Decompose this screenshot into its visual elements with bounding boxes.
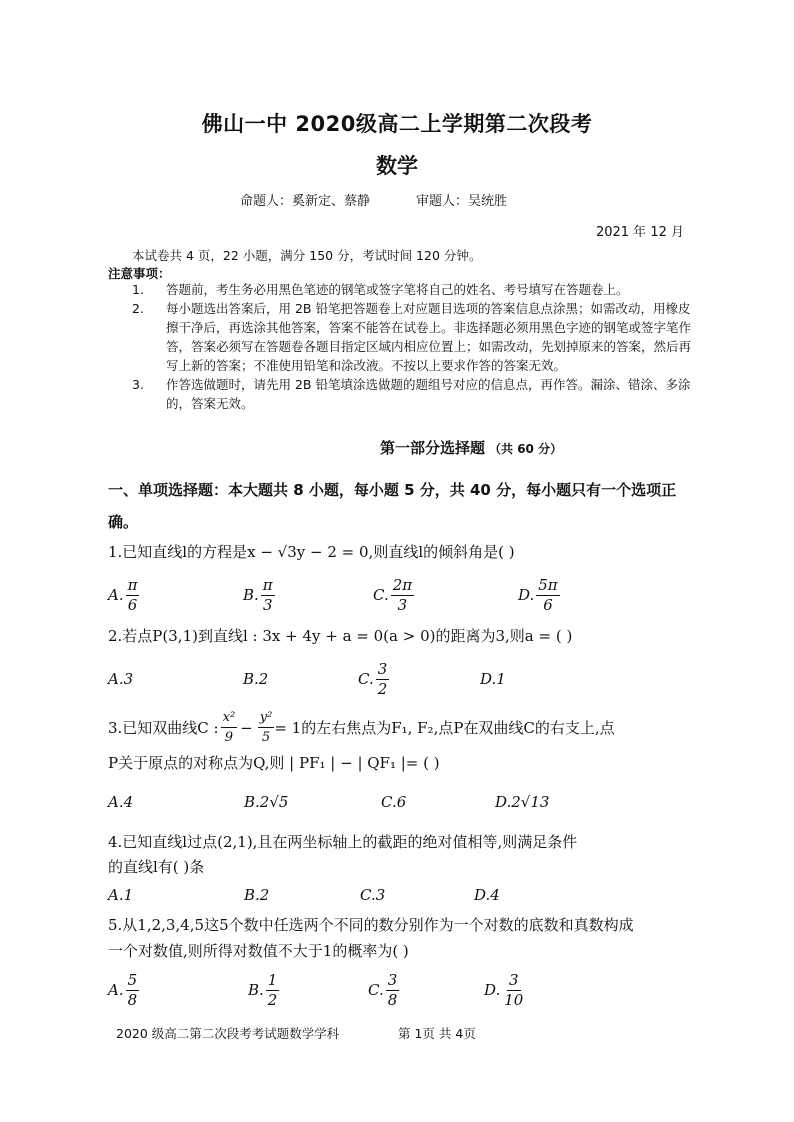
- option-c: C. $\frac{2\pi}{3}$: [373, 575, 413, 614]
- question-5-stem: 5.从1,2,3,4,5这5个数中任选两个不同的数分别作为一个对数的底数和真数构成: [108, 916, 634, 934]
- option-b: B. $\frac{\pi}{3}$: [243, 575, 273, 614]
- option-c: C. $\frac{3}{8}$: [368, 970, 398, 1009]
- option-a: A. $\frac{\pi}{6}$: [108, 575, 138, 614]
- subject-title: 数学: [376, 154, 418, 178]
- option-a: A.3: [108, 670, 134, 688]
- notice-item: 3. 作答选做题时，请先用 2B 铅笔填涂选做题的题组号对应的信息点，再作答。漏涂、错涂、多涂的，答案无效。: [132, 377, 691, 411]
- part-title: 第一部分选择题 （共 60 分）: [380, 439, 563, 457]
- option-d: D. $\frac{5\pi}{6}$: [518, 575, 558, 614]
- option-d: D.1: [480, 670, 506, 688]
- exam-title: 佛山一中 2020级高二上学期第二次段考: [201, 112, 593, 136]
- option-d: D.4: [474, 886, 500, 904]
- question-1-options: [108, 572, 668, 618]
- option-b: B.2: [243, 670, 269, 688]
- question-2-stem: 2.若点P(3,1)到直线l : 3x + 4y + a = 0(a > 0)的距离为3,则a = ( ): [108, 627, 573, 645]
- authors-line: [240, 190, 507, 209]
- option-c: C.3: [360, 886, 386, 904]
- footer-page-number: 第 1页 共 4页: [398, 1026, 476, 1041]
- exam-date: 2021 年 12 月: [595, 225, 684, 240]
- section-heading: 一、单项选择题：本大题共 8 小题，每小题 5 分，共 40 分，每小题只有一个选项正确。: [108, 481, 677, 531]
- notice-list: [108, 280, 694, 413]
- option-a: A.4: [108, 793, 134, 811]
- question-3-options: [108, 793, 668, 817]
- question-3-stem-line-2: P关于原点的对称点为Q,则 | PF₁ | − | QF₁ |= ( ): [108, 754, 440, 772]
- reviewer: 审题人：吴统胜: [416, 194, 508, 209]
- option-b: B.2√5: [244, 793, 289, 811]
- option-a: A. $\frac{5}{8}$: [108, 970, 138, 1009]
- option-d: D.2√13: [495, 793, 550, 811]
- option-c: C.6: [381, 793, 407, 811]
- notice-title: 注意事项：: [108, 266, 171, 281]
- question-5-stem-line-2: 一个对数值,则所得对数值不大于1的概率为( ): [108, 942, 409, 960]
- notice-item: 1. 答题前，考生务必用黑色笔迹的钢笔或签字笔将自己的姓名、考号填写在答题卷上。: [132, 282, 629, 297]
- author: 命题人：奚新定、蔡静: [240, 194, 371, 209]
- question-1-stem: 1.已知直线l的方程是x − √3y − 2 = 0,则直线l的倾斜角是( ): [108, 543, 515, 561]
- question-3-stem: 3.已知双曲线C : $\frac{\text{x²}}{9}$ − $\frac{\text{y²}}{5}$ = 1的左右焦点为F₁, F₂,点P在双曲线C的右支上,点: [108, 710, 615, 745]
- footer-course: 2020 级高二第二次段考考试题数学学科: [116, 1026, 340, 1041]
- question-5-options: [108, 967, 668, 1013]
- exam-intro: 本试卷共 4 页，22 小题，满分 150 分，考试时间 120 分钟。: [132, 248, 482, 263]
- option-b: B. $\frac{1}{2}$: [248, 970, 278, 1009]
- question-4-stem-line-2: 的直线l有( )条: [108, 858, 205, 876]
- notice-item: 2. 每小题选出答案后，用 2B 铅笔把答题卷上对应题目选项的答案信息点涂黑；如需改动，用橡皮擦干净后，再选涂其他答案，答案不能答在试卷上。非选择题必须用黑色字迹的钢笔或签字笔作答，答案必须写在答题卷各题目指定区域内相应位置上；如需改动，先划掉原来的答案，然后再写上新的答案；不准使用铅笔和涂改液。不按以上要求作答的答案无效。: [132, 301, 692, 373]
- part-score: （共 60 分）: [489, 442, 563, 456]
- question-2-options: [108, 656, 668, 702]
- option-b: B.2: [244, 886, 270, 904]
- option-c: C. $\frac{3}{2}$: [358, 659, 388, 698]
- question-4-stem: 4.已知直线l过点(2,1),且在两坐标轴上的截距的绝对值相等,则满足条件: [108, 833, 578, 851]
- option-d: D. $\frac{3}{10}$: [484, 970, 524, 1009]
- option-a: A.1: [108, 886, 134, 904]
- question-4-options: [108, 886, 668, 910]
